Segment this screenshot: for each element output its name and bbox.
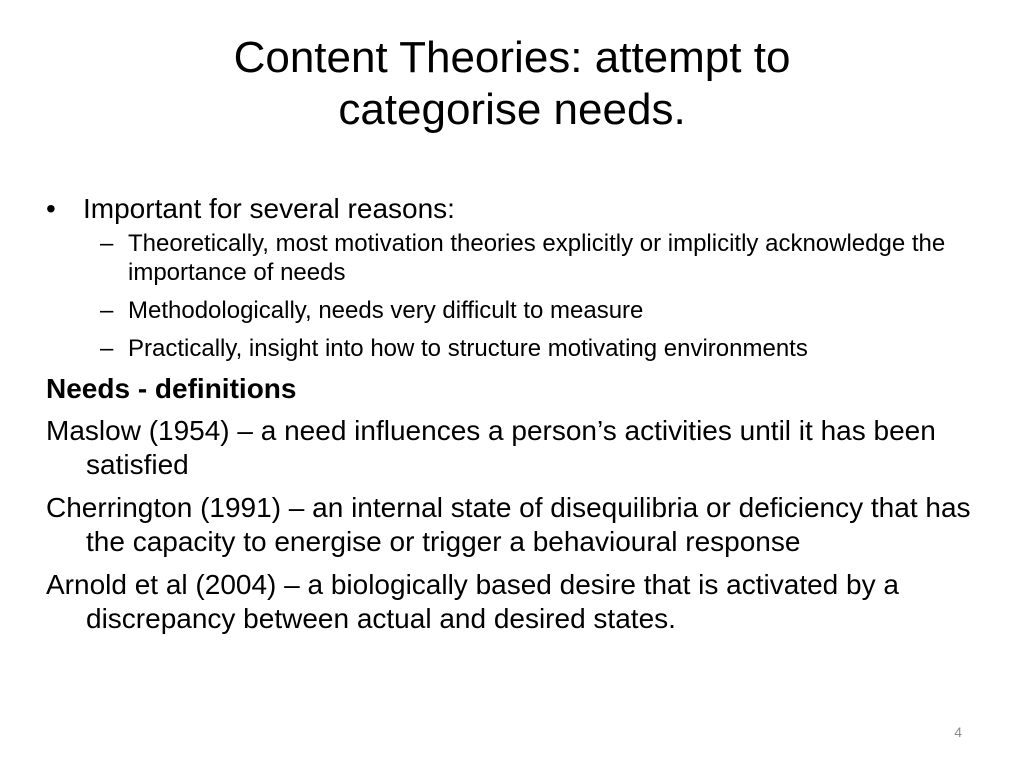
sub-bullet-list <box>46 229 986 363</box>
dash-icon: – <box>100 230 114 257</box>
sub-bullet-item <box>46 334 986 363</box>
section-heading: Needs - definitions <box>46 373 297 404</box>
dash-icon: – <box>100 335 114 362</box>
slide-title-line-1: Content Theories: attempt to <box>233 33 791 82</box>
sub-bullet-text: Theoretically, most motivation theories explicitly or implicitly acknowledge the importance of needs <box>128 230 946 286</box>
sub-bullet-text: Practically, insight into how to structure motivating environments <box>128 335 808 362</box>
sub-bullet-item <box>46 296 986 325</box>
slide-title <box>60 32 964 136</box>
dash-icon: – <box>100 297 114 324</box>
bullet-mark-icon: • <box>46 193 56 224</box>
definition-paragraph: Maslow (1954) – a need influences a person’s activities until it has been satisfied <box>46 415 936 480</box>
bullet-text: Important for several reasons: <box>83 193 455 224</box>
slide-title-line-2: categorise needs. <box>338 85 686 134</box>
definition-paragraph: Arnold et al (2004) – a biologically based desire that is activated by a discrepancy between actual and desired states. <box>46 569 899 634</box>
slide-body <box>46 192 986 645</box>
bullet-item <box>46 192 986 226</box>
page-number: 4 <box>954 724 962 740</box>
sub-bullet-item <box>46 229 986 287</box>
sub-bullet-text: Methodologically, needs very difficult to measure <box>128 297 644 324</box>
definition-paragraph: Cherrington (1991) – an internal state of disequilibria or deficiency that has the capacity to energise or trigger a behavioural response <box>46 492 971 557</box>
